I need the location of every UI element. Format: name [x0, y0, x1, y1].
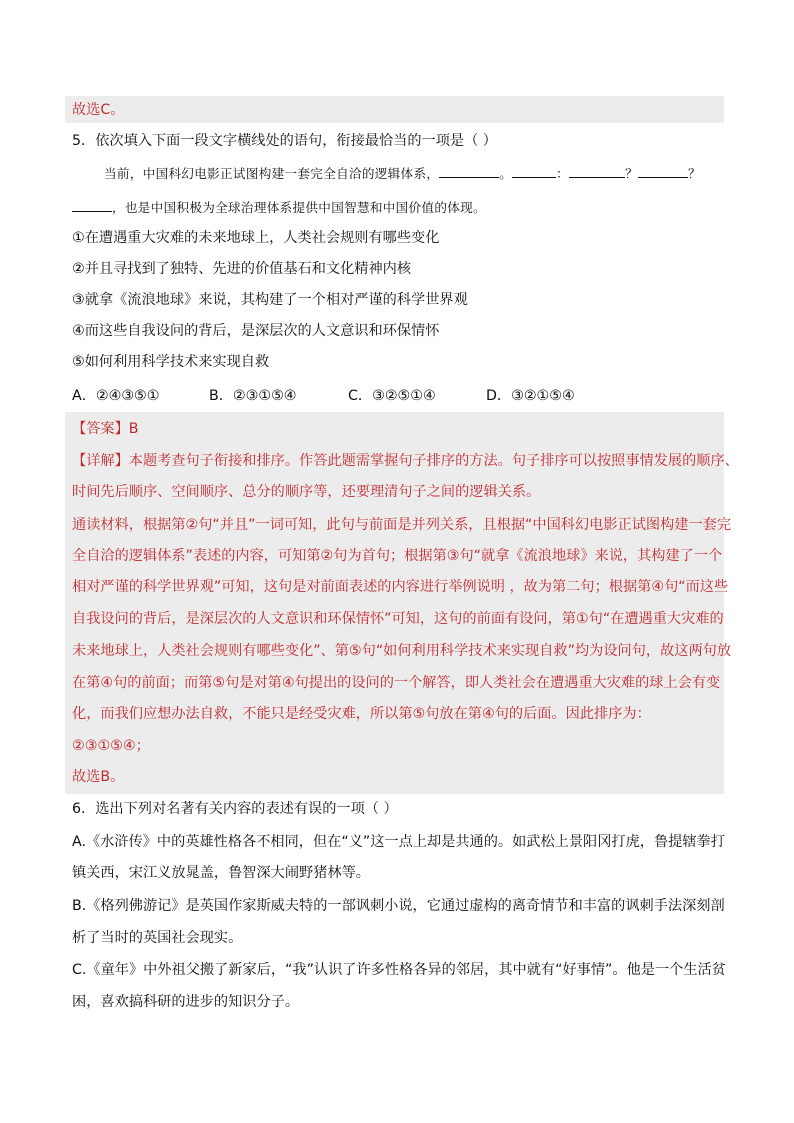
explanation-line: 化，而我们应想办法自救，不能只是经受灾难，所以第⑤句放在第④句的后面。因此排序为：	[72, 706, 651, 722]
question-5-stem: 5．依次填入下面一段文字横线处的语句，衔接最恰当的一项是（ ）	[72, 133, 497, 149]
option-d: D．③②①⑤④	[486, 388, 575, 404]
explanation-line: 自我设问的背后，是深层次的人文意识和环保情怀”可知，这句的前面有设问，第①句“在遭遇重大灾难的	[72, 611, 724, 627]
option-b: B．②③①⑤④	[209, 388, 297, 404]
statement-1: ①在遭遇重大灾难的未来地球上，人类社会规则有哪些变化	[72, 230, 440, 246]
blank-5	[72, 199, 112, 212]
statement-3: ③就拿《流浪地球》来说，其构建了一个相对严谨的科学世界观	[72, 292, 468, 308]
blank-4	[638, 165, 688, 178]
statement-5: ⑤如何利用科学技术来实现自救	[72, 354, 270, 370]
explanation-line: 相对严谨的科学世界观”可知，这句是对前面表述的内容进行举例说明 ，故为第二句；根据第④句“而这些	[72, 579, 729, 595]
blank-3	[569, 165, 625, 178]
choice-line: B.《格列佛游记》是英国作家斯威夫特的一部讽刺小说，它通过虚构的离奇情节和丰富的讽刺手法深刻剖	[72, 898, 725, 914]
explanation-line: 未来地球上，人类社会规则有哪些变化”、第⑤句“如何利用科学技术来实现自救”均为设问句，故这两句放	[72, 643, 732, 659]
choice-line: A.《水浒传》中的英雄性格各不相同，但在“义”这一点上却是共通的。如武松上景阳冈打虎，鲁提辖拳打	[72, 834, 725, 850]
option-a: A．②④③⑤①	[72, 388, 160, 404]
explanation-line: 通读材料，根据第②句“并且”一词可知，此句与前面是并列关系，且根据“中国科幻电影正试图构建一套完	[72, 517, 732, 533]
explanation-line: 在第④句的前面；而第⑤句是对第④句提出的设问的一个解答，即人类社会在遭遇重大灾难的球上会有变	[72, 675, 721, 691]
option-c: C．③②⑤①④	[348, 388, 436, 404]
blank-1	[439, 165, 499, 178]
choice-line: 镇关西，宋江义放晁盖，鲁智深大闹野猪林等。	[72, 865, 370, 881]
previous-answer: 故选C。	[72, 102, 125, 118]
choice-line: 困，喜欢搞科研的进步的知识分子。	[72, 994, 300, 1010]
blank-2	[512, 165, 556, 178]
choice-line: 析了当时的英国社会现实。	[72, 930, 243, 946]
statement-4: ④而这些自我设问的背后，是深层次的人文意识和环保情怀	[72, 323, 440, 339]
explanation-line: 【详解】本题考查句子衔接和排序。作答此题需掌握句子排序的方法。句子排序可以按照事情发展的顺序、	[72, 453, 739, 469]
question-6-stem: 6．选出下列对名著有关内容的表述有误的一项（ ）	[72, 801, 398, 817]
explanation-line: ②③①⑤④；	[72, 738, 150, 754]
passage-line-1: 当前，中国科幻电影正试图构建一套完全自洽的逻辑体系， 。 ： ？ ？	[104, 166, 701, 181]
answer-label: 【答案】B	[72, 421, 139, 437]
choice-line: C.《童年》中外祖父搬了新家后，“我”认识了许多性格各异的邻居，其中就有“好事情”。他是一个生活贫	[72, 962, 726, 978]
conclusion: 故选B。	[72, 769, 125, 785]
explanation-line: 时间先后顺序、空间顺序、总分的顺序等，还要理清句子之间的逻辑关系。	[72, 484, 541, 500]
explanation-line: 全自洽的逻辑体系”表述的内容，可知第②句为首句；根据第③句“就拿《流浪地球》来说，其构建了一个	[72, 548, 723, 564]
statement-2: ②并且寻找到了独特、先进的价值基石和文化精神内核	[72, 261, 412, 277]
passage-line-2: ，也是中国积极为全球治理体系提供中国智慧和中国价值的体现。	[72, 199, 486, 217]
